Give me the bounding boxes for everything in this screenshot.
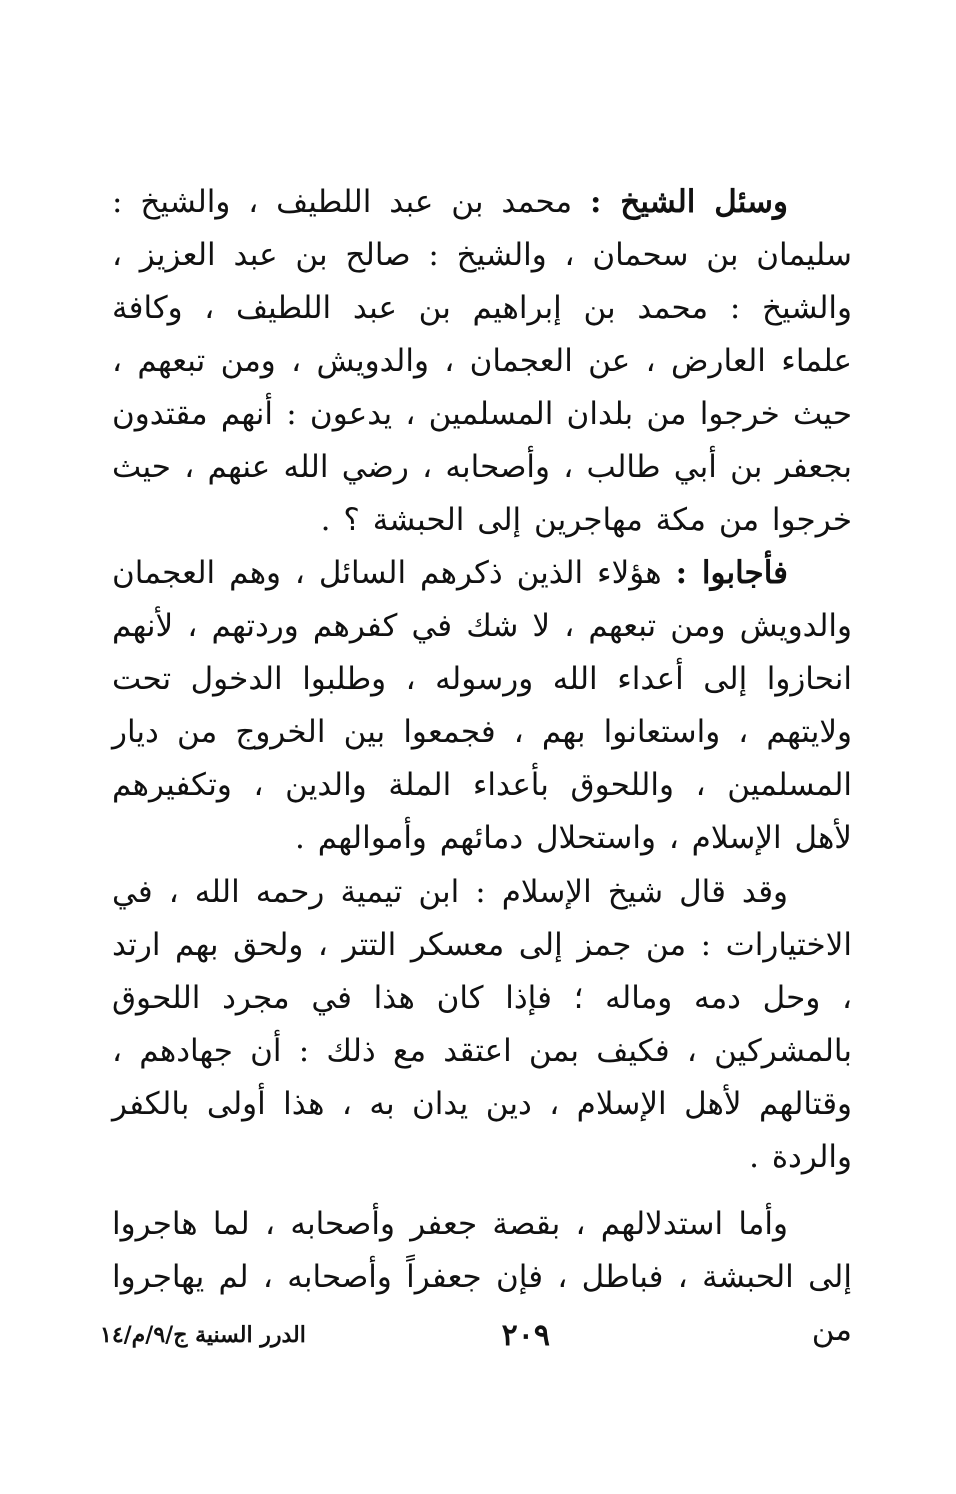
paragraph-body: وأما استدلالهم ، بقصة جعفر وأصحابه ، لما هاجروا إلى الحبشة ، فباطل ، فإن جعفراً وأصحابه ، لم يهاجروا من <box>112 1206 852 1348</box>
paragraph-body: وقد قال شيخ الإسلام : ابن تيمية رحمه الله ، في الاختيارات : من جمز إلى معسكر التتر ، ولحق بهم ارتد ، وحل دمه وماله ؛ فإذا كان هذا في مجرد اللحوق بالمشركين ، فكيف بمن اعتقد مع ذلك : أن جهادهم ، وقتالهم لأهل الإسلام ، دين يدان به ، هذا أولى بالكفر والردة . <box>112 874 852 1175</box>
paragraph-text <box>112 866 852 1184</box>
paragraph-text <box>112 547 852 865</box>
paragraph-lead: وسئل الشيخ : <box>590 184 788 220</box>
paragraph-text <box>112 176 852 547</box>
paragraph-answer <box>112 547 852 865</box>
series-reference: الدرر السنية ج/٩/م/١٤ <box>100 1322 306 1348</box>
paragraph-quote <box>112 866 852 1184</box>
page-number: ٢٠٩ <box>501 1318 550 1353</box>
paragraph-body: محمد بن عبد اللطيف ، والشيخ : سليمان بن سحمان ، والشيخ : صالح بن عبد العزيز ، والشيخ : محمد بن إبراهيم بن عبد اللطيف ، وكافة علماء العارض ، عن العجمان ، والدويش ، ومن تبعهم ، حيث خرجوا من بلدان المسلمين ، يدعون : أنهم مقتدون بجعفر بن أبي طالب ، وأصحابه ، رضي الله عنهم ، حيث خرجوا من مكة مهاجرين إلى الحبشة ؟ . <box>112 184 852 538</box>
paragraph-question <box>112 176 852 547</box>
paragraph-body: هؤلاء الذين ذكرهم السائل ، وهم العجمان والدويش ومن تبعهم ، لا شك في كفرهم وردتهم ، لأنهم انحازوا إلى أعداء الله ورسوله ، وطلبوا الدخول تحت ولايتهم ، واستعانوا بهم ، فجمعوا بين الخروج من ديار المسلمين ، واللحوق بأعداء الملة والدين ، وتكفيرهم لأهل الإسلام ، واستحلال دمائهم وأموالهم . <box>112 555 852 856</box>
page-footer <box>100 1318 860 1358</box>
paragraph-lead: فأجابوا : <box>675 555 788 591</box>
